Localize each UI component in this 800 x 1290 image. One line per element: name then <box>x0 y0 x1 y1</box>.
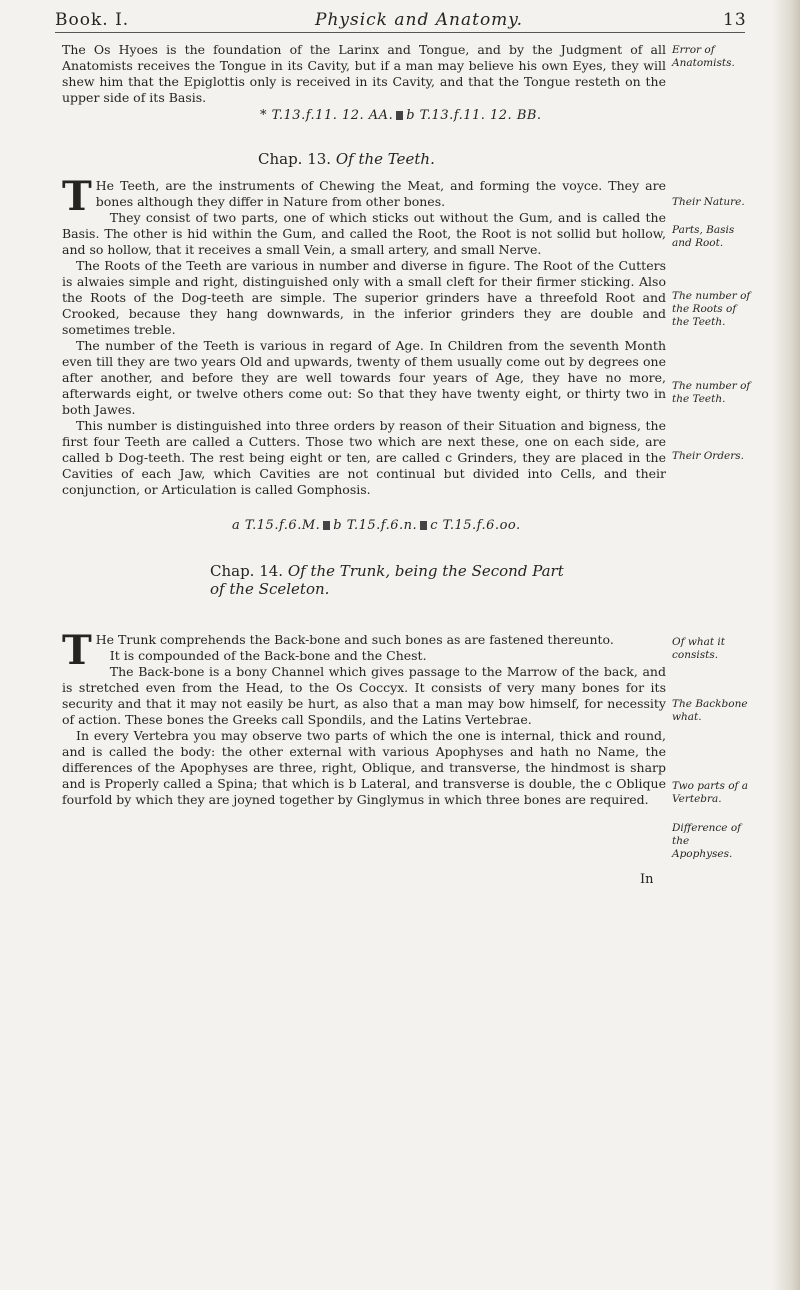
margin-note: Of what it consists. <box>672 636 725 661</box>
page-number: 13 <box>723 10 747 30</box>
ch14-paragraph-3: The Back-bone is a bony Channel which gives passage to the Marrow of the back, and is stretched even from the Head, to the Os Coccyx. It consists of very many bones for its security and that it may not easily be hurt, as also that a man may bow himself, for necessity of action. These bones the Greeks call Spondils, and the Latins Vertebrae. <box>62 664 666 727</box>
ch13-paragraph-5: This number is distinguished into three orders by reason of their Situation and bigness, the first four Teeth are called a Cutters. Those two which are next these, one on each side, are called b Dog-teeth. The rest being eight or ten, are called c Grinders, they are placed in the Cavities of each Jaw, which Cavities are not continual but divided into Cells, and their conjunction, or Articulation is called Gomphosis. <box>62 418 666 497</box>
margin-note: Two parts of a Vertebra. <box>672 780 749 805</box>
ref-b: b T.13.f.11. 12. BB. <box>406 108 542 123</box>
margin-note: Parts, Basis and Root. <box>672 224 735 249</box>
intro-paragraph: The Os Hyoes is the foundation of the Larinx and Tongue, and by the Judgment of all Anatomists receives the Tongue in its Cavity, but if a man may believe his own Eyes, they will shew him that the Epiglottis only is received in its Cavity, and that the Tongue resteth on the upper side of its Basis. <box>62 42 666 105</box>
ch13-paragraph-2: They consist of two parts, one of which sticks out without the Gum, and is called the Basis. The other is hid within the Gum, and called the Root, the Root is not sollid but hollow, and so hollow, that it receives a small Vein, a small artery, and small Nerve. <box>62 210 666 257</box>
margin-note: The number of the Teeth. <box>672 380 751 405</box>
ch14-paragraph-4: In every Vertebra you may observe two parts of which the one is internal, thick and round, and is called the body: the other external with various Apophyses and hath no Name, the differences of the Apophyses are three, right, Oblique, and transverse, the hindmost is sharp and is Properly called a Spina; that which is b Lateral, and transverse is double, the c Oblique fourfold by which they are joyned together by Ginglymus in which three bones are required. <box>62 728 666 807</box>
separator-mark <box>323 521 330 530</box>
ref-a: * T.13.f.11. 12. AA. <box>260 108 394 123</box>
chapter-14-body <box>62 627 666 808</box>
chapter-13-title: Of the Teeth. <box>335 150 435 168</box>
margin-note: Difference of the Apophyses. <box>672 822 742 860</box>
chapter-14-heading <box>210 562 570 598</box>
ch13-paragraph-1: T He Teeth, are the instruments of Chewing the Meat, and forming the voyce. They are bones although they differ in Nature from other bones. <box>62 173 666 220</box>
margin-note-error: Error of Anatomists. <box>672 44 735 69</box>
chapter-13-number: Chap. 13. <box>258 150 332 168</box>
ref-a: a T.15.f.6.M. <box>232 518 321 533</box>
header-rule <box>55 32 745 33</box>
margin-note: The Backbone what. <box>672 698 748 723</box>
ref-c: c T.15.f.6.oo. <box>430 518 521 533</box>
ch14-paragraph-1: T He Trunk comprehends the Back-bone and such bones as are fastened thereunto. <box>62 627 614 674</box>
chapter-13-body <box>62 173 666 498</box>
chapter-13-heading <box>258 150 435 168</box>
margin-note: Their Orders. <box>672 450 745 462</box>
book-label: Book. I. <box>55 10 130 30</box>
figure-refs-2 <box>232 518 521 533</box>
running-title: Physick and Anatomy. <box>315 10 524 30</box>
margin-note: Their Nature. <box>672 196 745 208</box>
ch13-paragraph-3: The Roots of the Teeth are various in number and diverse in figure. The Root of the Cutters is alwaies simple and right, distinguished only with a small cleft for their firmer sticking. Also the Roots of the Dog-teeth are simple. The superior grinders have a threefold Root and Crooked, because they hang downwards, in the inferior grinders they are double and sometimes treble. <box>62 258 666 337</box>
chapter-14-number: Chap. 14. <box>210 562 284 580</box>
separator-mark <box>420 521 427 530</box>
page-edge-shadow <box>772 0 800 1290</box>
catchword: In <box>640 872 654 887</box>
drop-cap: T <box>62 173 92 220</box>
ref-b: b T.15.f.6.n. <box>333 518 418 533</box>
ch13-paragraph-4: The number of the Teeth is various in regard of Age. In Children from the seventh Month even till they are two years Old and upwards, twenty of them usually come out by degrees one after another, and before they are well towards four years of Age, they have no more, afterwards eight, or twelve others come out: So that they have twenty eight, or thirty two in both Jawes. <box>62 338 666 417</box>
ch14-paragraph-2: It is compounded of the Back-bone and the Chest. <box>109 648 427 663</box>
margin-note: The number of the Roots of the Teeth. <box>672 290 751 328</box>
separator-mark <box>396 111 403 120</box>
figure-refs-1 <box>260 108 542 123</box>
chapter-14-title: Of the Trunk, being the Second Part of the Sceleton. <box>210 562 564 598</box>
drop-cap: T <box>62 627 92 674</box>
